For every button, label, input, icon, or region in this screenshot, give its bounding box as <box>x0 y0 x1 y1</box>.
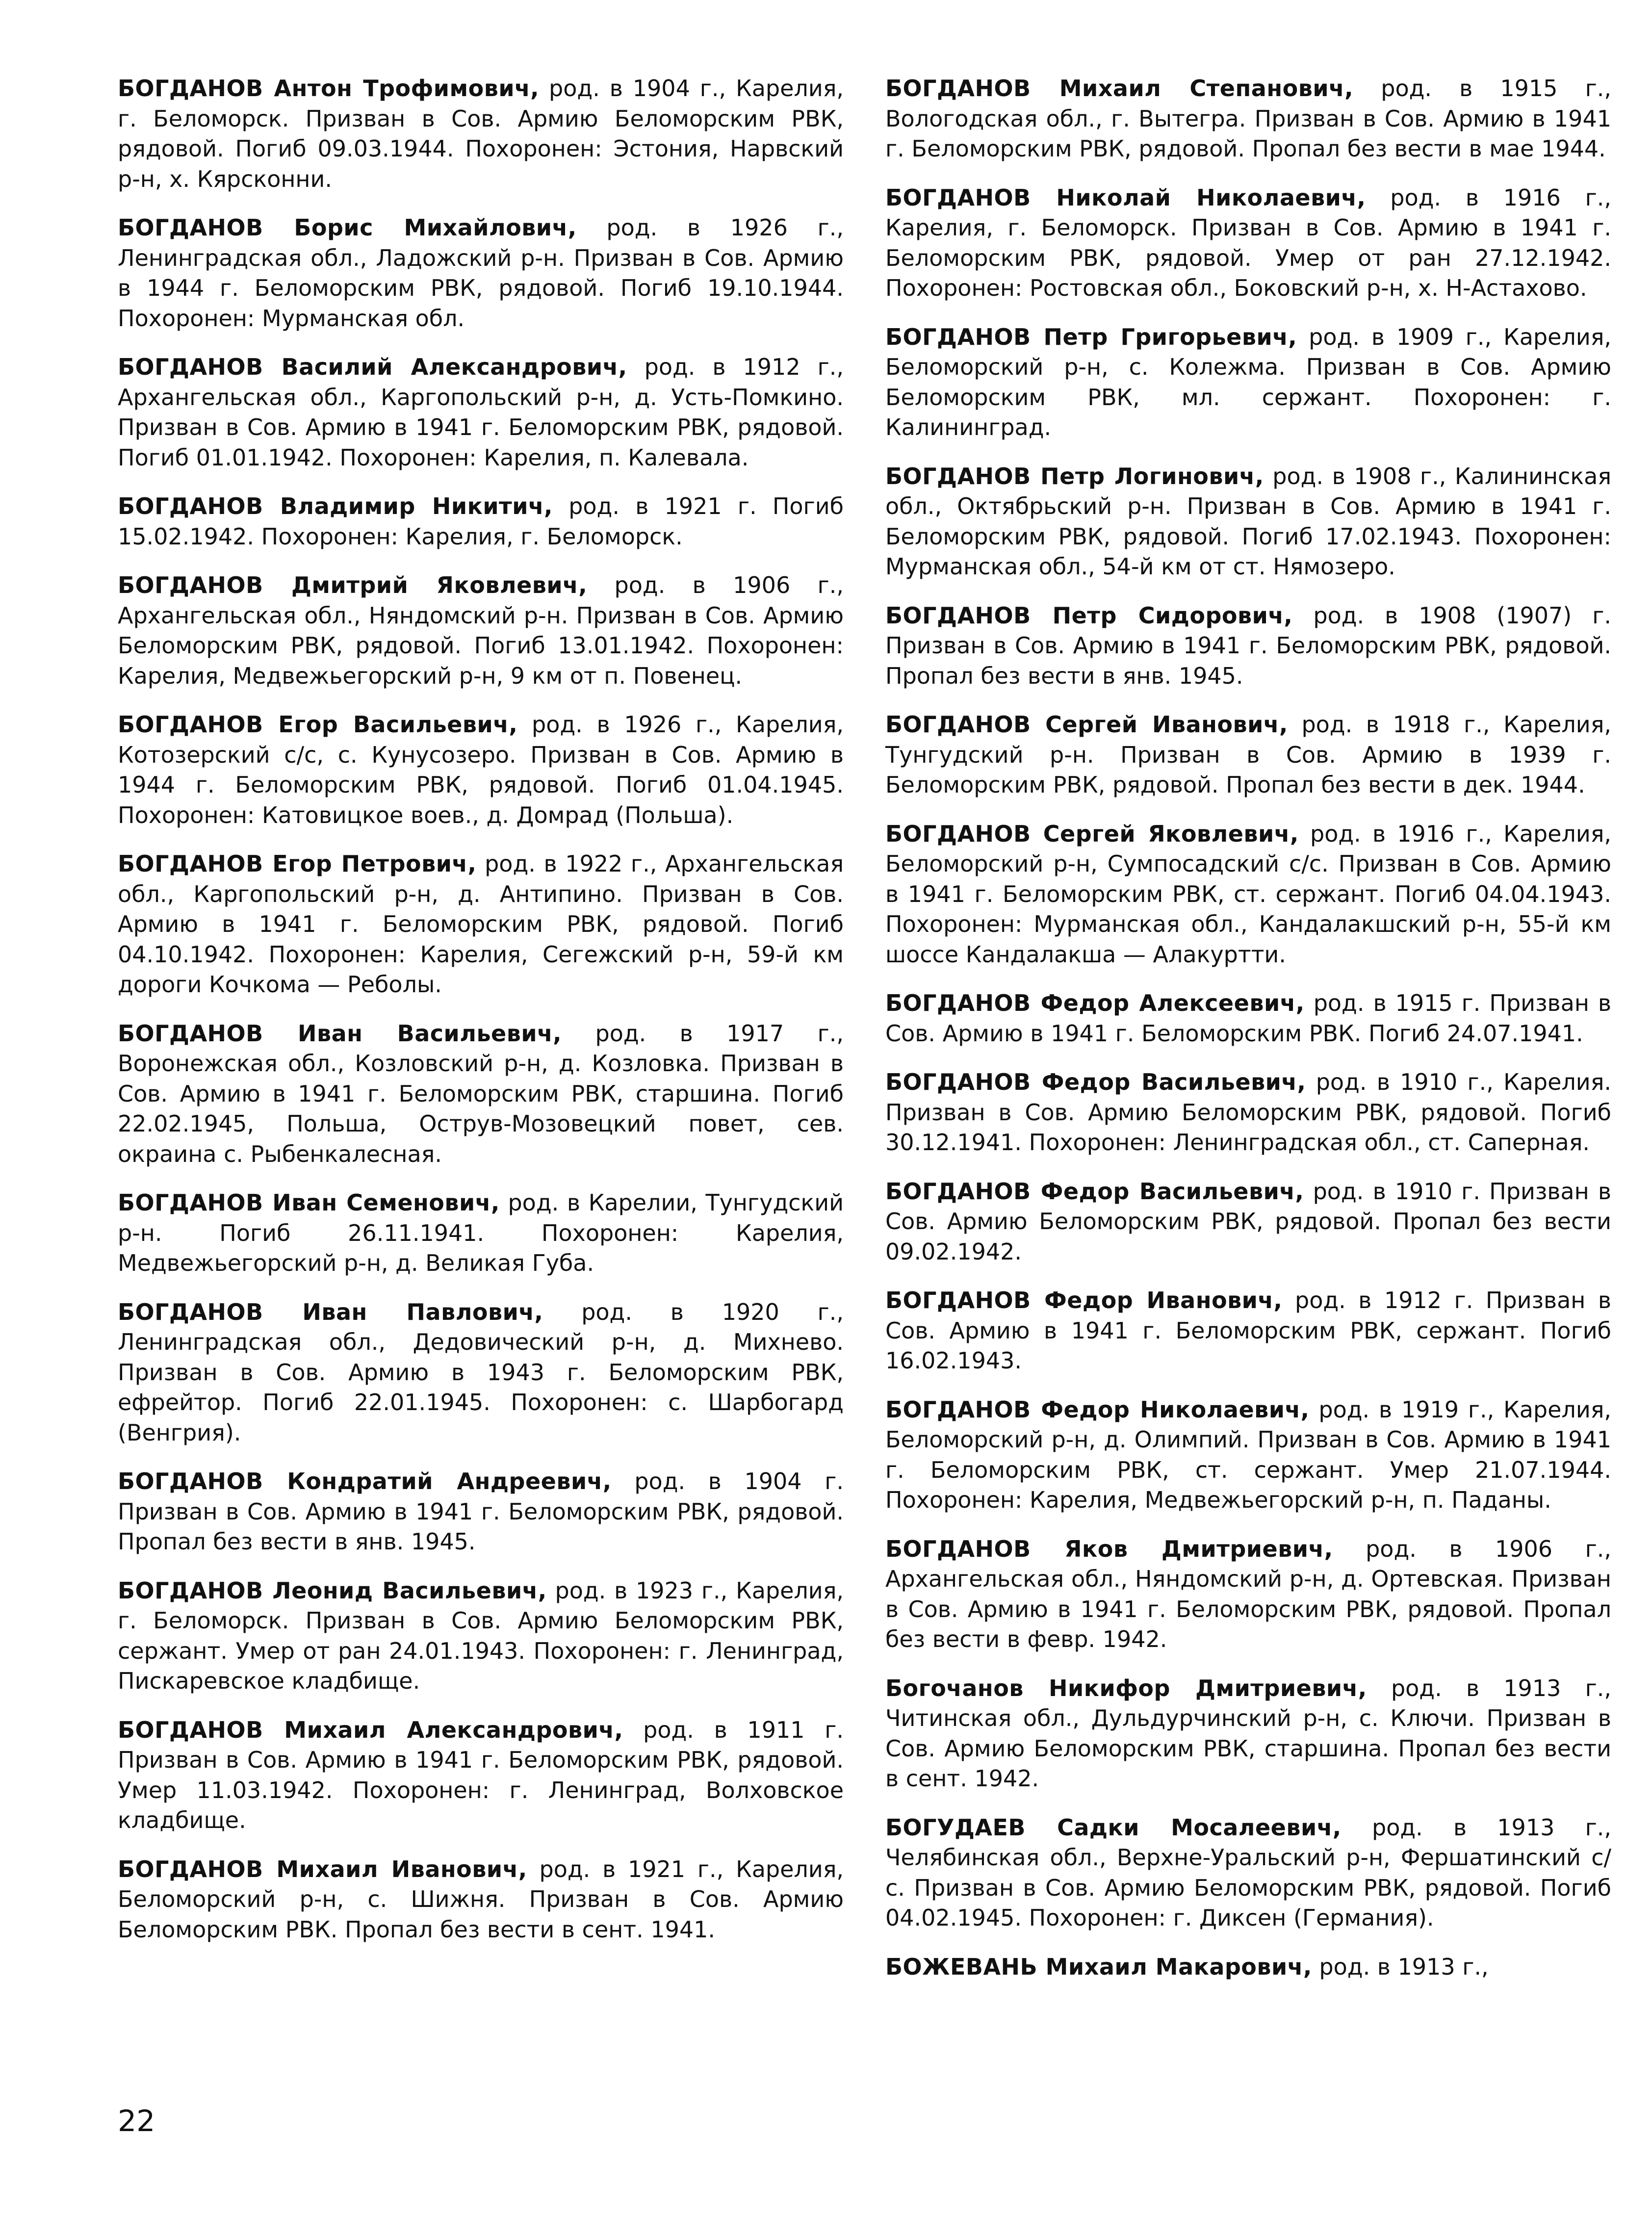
entry-text: род. в 1910 г. Призван в Сов. Армию Беломорским РВК, рядовой. Пропал без вести 09.02.1942. <box>885 1178 1611 1265</box>
left-column <box>118 74 844 1963</box>
entry <box>118 213 844 334</box>
entry <box>885 1177 1611 1267</box>
entry-name: БОГДАНОВ Дмитрий Яковлевич, <box>118 572 588 598</box>
entry-name: БОГДАНОВ Петр Сидорович, <box>885 602 1293 629</box>
entry-text: род. в 1906 г., Архангельская обл., Няндомский р-н. Призван в Сов. Армию Беломорским РВК, рядовой. Погиб 13.01.1942. Похоронен: Карелия, Медвежьегорский р-н, 9 км от п. Повенец. <box>118 572 844 689</box>
entry-name: БОЖЕВАНЬ Михаил Макарович, <box>885 1953 1312 1980</box>
entry-name: БОГДАНОВ Михаил Иванович, <box>118 1855 527 1882</box>
entry-name: БОГДАНОВ Яков Дмитриевич, <box>885 1535 1333 1562</box>
entry-text: род. в 1904 г. Призван в Сов. Армию в 1941 г. Беломорским РВК, рядовой. Пропал без вести в янв. 1945. <box>118 1468 844 1555</box>
entry <box>885 1813 1611 1933</box>
entry <box>885 1534 1611 1655</box>
entry <box>885 710 1611 800</box>
entry-name: БОГДАНОВ Федор Васильевич, <box>885 1069 1306 1095</box>
entry-name: БОГДАНОВ Кондратий Андреевич, <box>118 1468 612 1494</box>
entry-text: род. в 1926 г., Карелия, Котозерский с/с, с. Кунусозеро. Призван в Сов. Армию в 1944 г. Беломорским РВК, рядовой. Погиб 01.04.1945. Похоронен: Катовицкое воев., д. Домрад (Польша). <box>118 711 844 828</box>
entry-name: БОГУДАЕВ Садки Мосалеевич, <box>885 1814 1342 1841</box>
entry-text: род. в 1906 г., Архангельская обл., Няндомский р-н, д. Ортевская. Призван в Сов. Армию в 1941 г. Беломорским РВК, рядовой. Пропал без вести в февр. 1942. <box>885 1535 1611 1652</box>
entry <box>885 988 1611 1049</box>
entry <box>118 491 844 552</box>
entry-name: БОГДАНОВ Леонид Васильевич, <box>118 1577 547 1604</box>
entry <box>885 74 1611 164</box>
entry-name: БОГДАНОВ Петр Григорьевич, <box>885 323 1297 350</box>
entry-name: БОГДАНОВ Николай Николаевич, <box>885 184 1366 211</box>
entry-name: БОГДАНОВ Сергей Иванович, <box>885 711 1288 738</box>
entry <box>885 322 1611 443</box>
entry <box>885 1673 1611 1794</box>
entry-name: БОГДАНОВ Борис Михайлович, <box>118 214 577 241</box>
entry <box>885 183 1611 304</box>
entry-text: род. в 1922 г., Архангельская обл., Каргопольский р-н, д. Антипино. Призван в Сов. Армию в 1941 г. Беломорским РВК, рядовой. Погиб 04.10.1942. Похоронен: Карелия, Сегежский р-н, 59-й км дороги Кочкома — Реболы. <box>118 850 844 998</box>
entry <box>118 352 844 473</box>
entry-name: Богочанов Никифор Дмитриевич, <box>885 1674 1367 1701</box>
entry-name: БОГДАНОВ Федор Николаевич, <box>885 1396 1310 1423</box>
entry-text: род. в Карелии, Тунгудский р-н. Погиб 26.11.1941. Похоронен: Карелия, Медвежьегорский р-н, д. Великая Губа. <box>118 1189 844 1276</box>
entry <box>885 601 1611 692</box>
entry-text: род. в 1916 г., Карелия, Беломорский р-н, Сумпосадский с/с. Призван в Сов. Армию в 1941 г. Беломорским РВК, ст. сержант. Погиб 04.04.1943. Похоронен: Мурманская обл., Кандалакшский р-н, 55-й км шоссе Кандалакша — Алакуртти. <box>885 820 1612 968</box>
entry-text: род. в 1912 г., Архангельская обл., Каргопольский р-н, д. Усть-Помкино. Призван в Сов. Армию в 1941 г. Беломорским РВК, рядовой. Погиб 01.01.1942. Похоронен: Карелия, п. Калевала. <box>118 354 844 471</box>
entry <box>885 1952 1611 1982</box>
entry-text: род. в 1913 г., <box>1312 1953 1489 1980</box>
entry-text: род. в 1921 г. Погиб 15.02.1942. Похоронен: Карелия, г. Беломорск. <box>118 493 844 550</box>
entry-name: БОГДАНОВ Иван Павлович, <box>118 1298 543 1325</box>
entry <box>118 1467 844 1557</box>
entry-name: БОГДАНОВ Федор Алексеевич, <box>885 990 1305 1016</box>
entry-name: БОГДАНОВ Иван Семенович, <box>118 1189 500 1216</box>
entry <box>118 1019 844 1170</box>
entry-text: род. в 1926 г., Ленинградская обл., Ладожский р-н. Призван в Сов. Армию в 1944 г. Беломорским РВК, рядовой. Погиб 19.10.1944. Похоронен: Мурманская обл. <box>118 214 844 332</box>
entry <box>118 1297 844 1448</box>
entry-text: род. в 1921 г., Карелия, Беломорский р-н, с. Шижня. Призван в Сов. Армию Беломорским РВК. Пропал без вести в сент. 1941. <box>118 1855 844 1943</box>
entry-text: род. в 1908 (1907) г. Призван в Сов. Армию в 1941 г. Беломорским РВК, рядовой. Пропал без вести в янв. 1945. <box>885 602 1611 689</box>
entry-name: БОГДАНОВ Иван Васильевич, <box>118 1020 562 1047</box>
entry-name: БОГДАНОВ Антон Трофимович, <box>118 75 540 102</box>
entry <box>885 1067 1611 1158</box>
entry-text: род. в 1915 г., Вологодская обл., г. Вытегра. Призван в Сов. Армию в 1941 г. Беломорским РВК, рядовой. Пропал без вести в мае 1944. <box>885 75 1611 162</box>
entry-text: род. в 1918 г., Карелия, Тунгудский р-н. Призван в Сов. Армию в 1939 г. Беломорским РВК, рядовой. Пропал без вести в дек. 1944. <box>885 711 1611 798</box>
page-number: 22 <box>118 2104 155 2138</box>
entry-text: род. в 1913 г., Читинская обл., Дульдурчинский р-н, с. Ключи. Призван в Сов. Армию Беломорским РВК, старшина. Пропал без вести в сент. 1942. <box>885 1674 1611 1792</box>
entry <box>118 570 844 691</box>
entry <box>885 819 1611 970</box>
entry-text: род. в 1904 г., Карелия, г. Беломорск. Призван в Сов. Армию Беломорским РВК, рядовой. Погиб 09.03.1944. Похоронен: Эстония, Нарвский р-н, х. Кярсконни. <box>118 75 844 192</box>
entry-text: род. в 1923 г., Карелия, г. Беломорск. Призван в Сов. Армию Беломорским РВК, сержант. Умер от ран 24.01.1943. Похоронен: г. Ленинград, Пискаревское кладбище. <box>118 1577 844 1694</box>
entry-text: род. в 1911 г. Призван в Сов. Армию в 1941 г. Беломорским РВК, рядовой. Умер 11.03.1942. Похоронен: г. Ленинград, Волховское кладбище. <box>118 1716 844 1833</box>
entry-text: род. в 1919 г., Карелия, Беломорский р-н, д. Олимпий. Призван в Сов. Армию в 1941 г. Беломорским РВК, ст. сержант. Умер 21.07.1944. Похоронен: Карелия, Медвежьегорский р-н, п. Паданы. <box>885 1396 1612 1513</box>
entry-name: БОГДАНОВ Сергей Яковлевич, <box>885 820 1299 847</box>
entry <box>118 710 844 830</box>
entry <box>885 462 1611 582</box>
entry <box>885 1395 1611 1516</box>
entry-text: род. в 1909 г., Карелия, Беломорский р-н, с. Колежма. Призван в Сов. Армию Беломорским РВК, мл. сержант. Похоронен: г. Калининград. <box>885 323 1612 440</box>
entry <box>118 1715 844 1836</box>
entry <box>118 849 844 1000</box>
entry-name: БОГДАНОВ Василий Александрович, <box>118 354 627 380</box>
right-column <box>885 74 1611 2001</box>
entry-text: род. в 1920 г., Ленинградская обл., Дедовический р-н, д. Михнево. Призван в Сов. Армию в 1943 г. Беломорским РВК, ефрейтор. Погиб 22.01.1945. Похоронен: с. Шарбогард (Венгрия). <box>118 1298 844 1446</box>
entry-text: род. в 1913 г., Челябинская обл., Верхне-Уральский р-н, Фершатинский с/с. Призван в Сов. Армию Беломорским РВК, рядовой. Погиб 04.02.1945. Похоронен: г. Диксен (Германия). <box>885 1814 1611 1931</box>
entry-name: БОГДАНОВ Михаил Степанович, <box>885 75 1354 102</box>
entry-text: род. в 1910 г., Карелия. Призван в Сов. Армию Беломорским РВК, рядовой. Погиб 30.12.1941. Похоронен: Ленинградская обл., ст. Саперная. <box>885 1069 1611 1156</box>
entry <box>118 74 844 194</box>
entry-name: БОГДАНОВ Федор Иванович, <box>885 1287 1283 1313</box>
entry <box>118 1854 844 1945</box>
entry-name: БОГДАНОВ Егор Петрович, <box>118 850 477 877</box>
entry-text: род. в 1917 г., Воронежская обл., Козловский р-н, д. Козловка. Призван в Сов. Армию в 1941 г. Беломорским РВК, старшина. Погиб 22.02.1945, Польша, Острув-Мозовецкий повет, сев. окраина с. Рыбенкалесная. <box>118 1020 844 1167</box>
entry-name: БОГДАНОВ Владимир Никитич, <box>118 493 553 519</box>
entry <box>118 1188 844 1279</box>
entry-name: БОГДАНОВ Егор Васильевич, <box>118 711 518 738</box>
entry-text: род. в 1908 г., Калининская обл., Октябрьский р-н. Призван в Сов. Армию в 1941 г. Беломорским РВК, рядовой. Погиб 17.02.1943. Похоронен: Мурманская обл., 54-й км от ст. Нямозеро. <box>885 463 1611 580</box>
entry-name: БОГДАНОВ Михаил Александрович, <box>118 1716 623 1743</box>
entry-name: БОГДАНОВ Федор Васильевич, <box>885 1178 1304 1205</box>
entry-text: род. в 1912 г. Призван в Сов. Армию в 1941 г. Беломорским РВК, сержант. Погиб 16.02.1943. <box>885 1287 1611 1374</box>
entry-text: род. в 1915 г. Призван в Сов. Армию в 1941 г. Беломорским РВК. Погиб 24.07.1941. <box>885 990 1611 1047</box>
entry <box>885 1286 1611 1376</box>
entry-text: род. в 1916 г., Карелия, г. Беломорск. Призван в Сов. Армию в 1941 г. Беломорским РВК, рядовой. Умер от ран 27.12.1942. Похоронен: Ростовская обл., Боковский р-н, х. Н-Астахово. <box>885 184 1611 301</box>
entry-name: БОГДАНОВ Петр Логинович, <box>885 463 1264 489</box>
entry <box>118 1576 844 1697</box>
